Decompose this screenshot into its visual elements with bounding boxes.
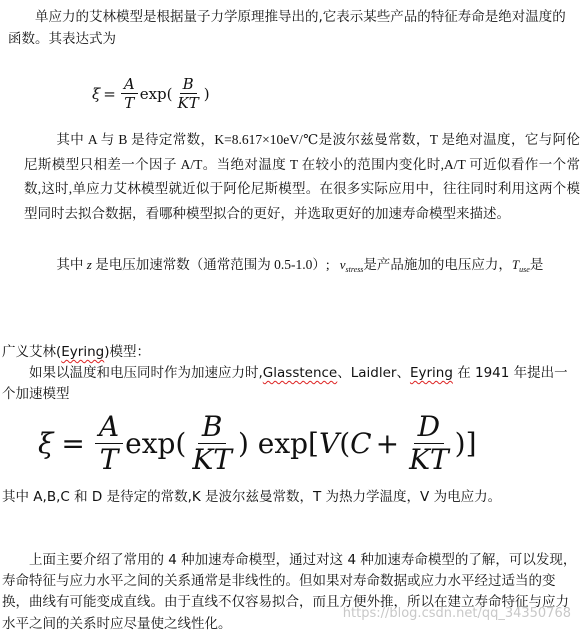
f2-mid: ) exp[ [237,427,319,460]
formula2-eq: = [61,427,85,460]
eyring-section [2,342,577,405]
fraction-a-t [121,76,138,111]
f2-num-b: B [198,412,227,444]
denominator-kt: KT [177,94,199,112]
zline-part2: 是电压加速常数（通常范围为 0.5-1.0）; [91,257,330,272]
sep2: 、 [396,365,410,381]
name-eyring: Eyring [409,365,453,381]
symbol-v-stress [340,257,364,272]
sub-stress: stress [345,265,364,274]
f2-c: C [350,427,372,460]
sub-use: use [519,265,530,274]
formula2-xi: ξ [38,427,54,460]
eyring-desc [2,363,577,384]
symbol-z: z [86,257,92,272]
explain-text: 其中 A 与 B 是待定常数，K=8.617×10eV/℃是波尔兹曼常数，T 是绝对温度，它与阿伦尼斯模型只相差一个因子 A/T。当绝对温度 T 在较小的范围内变化时,A/T 可近似看作一个常数,这时,单应力艾林模型就近似于阿伦尼斯模型。在很多实际应用中，往往同时利用这两个模型同时去拟合数据，看哪种模型拟合的更好，并选取更好的加速寿命模型来描述。 [24,132,580,221]
title-eyring: Eyring [61,344,105,360]
symbol-t: T [511,257,520,272]
formula-close: ) [203,84,210,103]
zline-part4: 是 [529,257,544,272]
desc-part1: 如果以温度和电压同时作为加速应力时, [29,365,263,381]
f2-paren: ( [339,427,351,460]
fraction-b-kt [174,76,201,111]
f2-num-d: D [414,412,444,444]
title-part1: 广义艾林( [2,344,62,360]
eyring-explain [2,486,577,508]
f2-plus: + [375,427,400,460]
eyring-explain-text: 其中 A,B,C 和 D 是待定的常数,K 是波尔兹曼常数，T 为热力学温度，V 为电应力。 [2,489,502,505]
f2-num-a: A [95,412,123,444]
fraction2-d-kt [405,412,453,475]
sep1: 、 [337,365,351,381]
title-part2: )模型： [104,344,151,360]
eyring-desc-cont: 个加速模型 [2,386,70,402]
formula-eq: = [103,84,116,103]
explain-paragraph [24,128,580,226]
f2-den-kt2: KT [409,443,449,476]
fraction2-a-t [95,412,123,475]
numerator-b: B [180,76,197,94]
voltage-paragraph [24,254,580,281]
eyring-single-formula [92,76,210,111]
f2-den-kt: KT [192,443,232,476]
symbol-t-use [512,257,530,272]
name-glasstence: Glasstence [262,365,338,381]
name-laidler: Laidler [350,365,397,381]
eyring-general-formula [38,412,477,475]
intro-paragraph [8,6,578,50]
f2-end: )] [454,427,477,460]
symbol-v: v [339,257,346,272]
watermark: https://blog.csdn.net/qq_34350768 [342,606,571,621]
intro-text: 单应力的艾林模型是根据量子力学原理推导出的,它表示某些产品的特征寿命是绝对温度的函数。其表达式为 [8,9,566,47]
zline-part3: 是产品施加的电压应力， [363,257,512,272]
eyring-title [2,342,577,363]
desc-part2: 在 1941 年提出一 [452,365,568,381]
formula-exp: exp( [139,84,173,103]
voltage-text [24,254,580,281]
formula-xi: ξ [92,84,101,103]
summary-text: 上面主要介绍了常用的 4 种加速寿命模型，通过对这 4 种加速寿命模型的了解，可以发现，寿命特征与应力水平之间的关系通常是非线性的。但如果对寿命数据或应力水平经过适当的变换，曲线有可能变成直线。由于直线不仅容易拟合，而且方便外推，所以在建立寿命特征与应力水平之间的关系时应尽量使之线性化。 [2,552,577,632]
fraction2-b-kt [188,412,236,475]
f2-den-t: T [99,443,119,476]
zline-part1: 其中 [56,257,87,272]
denominator-t: T [124,94,135,112]
f2-v: V [318,427,340,460]
summary-paragraph [2,550,577,635]
f2-exp1: exp( [125,427,187,460]
numerator-a: A [121,76,138,94]
